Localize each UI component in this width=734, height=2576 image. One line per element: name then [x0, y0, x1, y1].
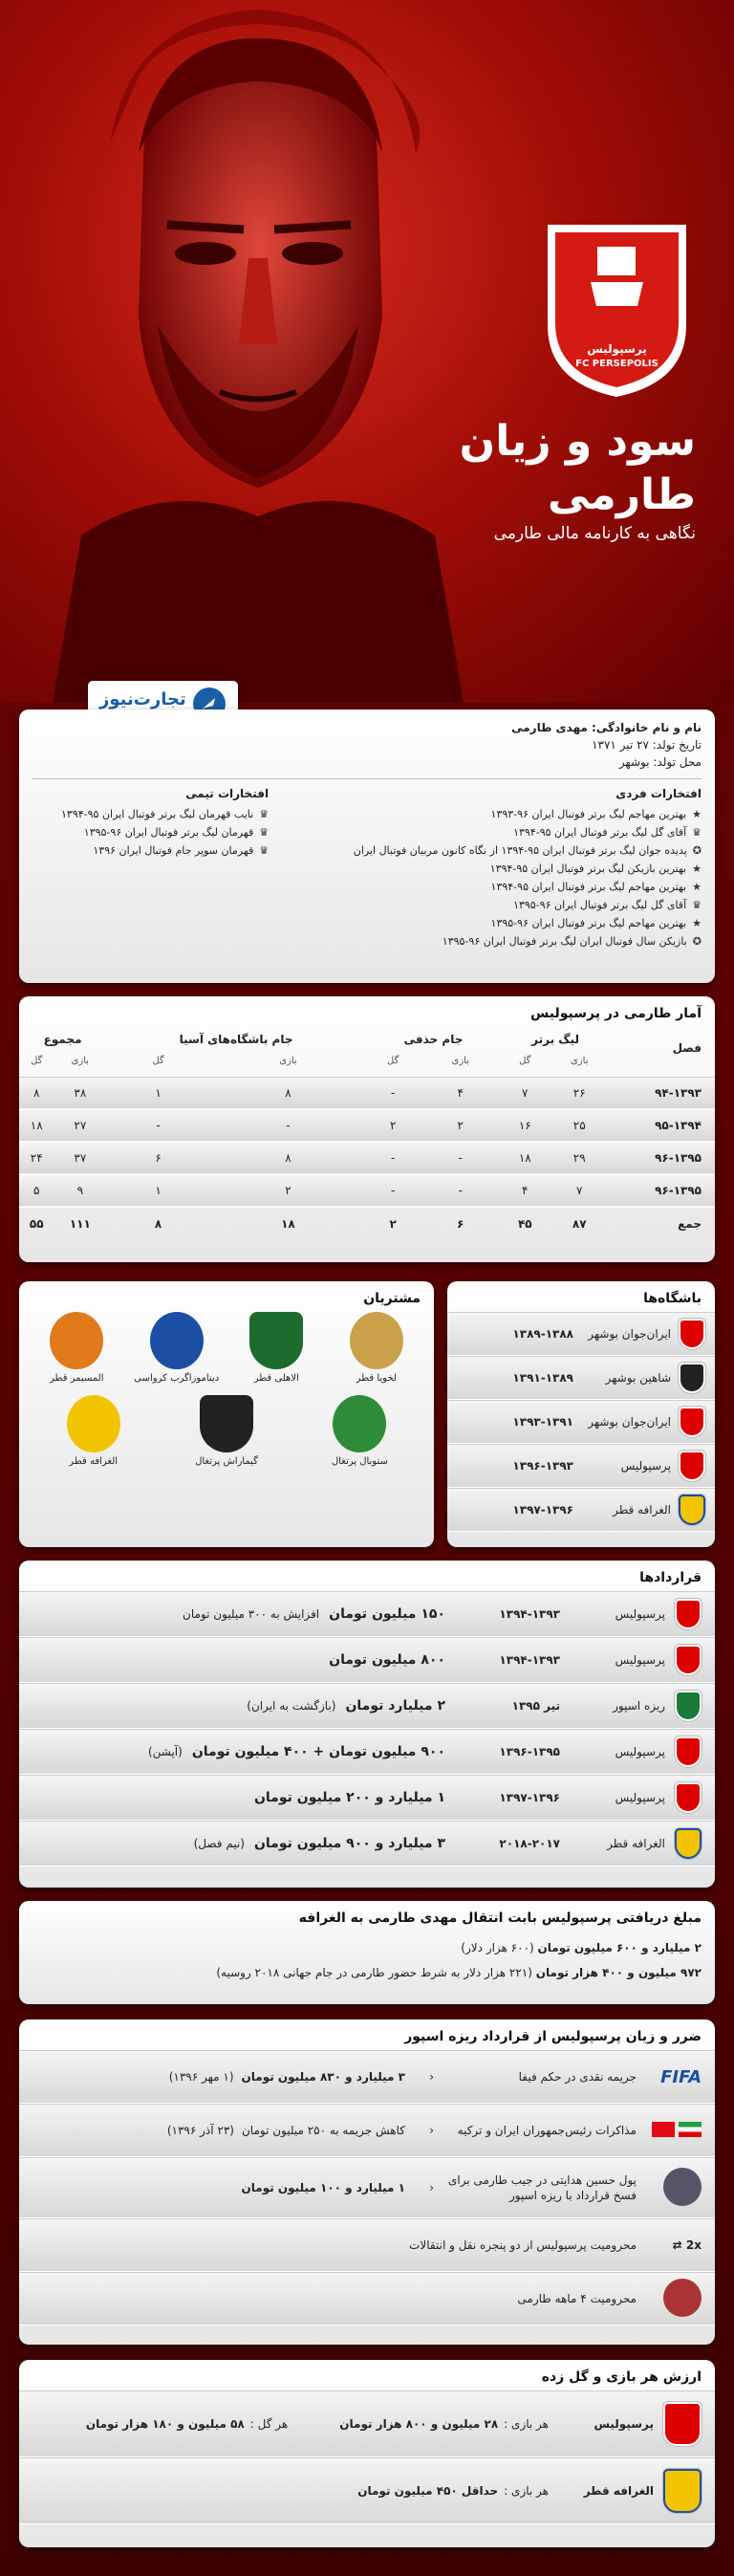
header-asia: جام باشگاه‌های آسیا: [179, 1033, 293, 1046]
chevron-left-icon: ‹: [429, 2181, 434, 2194]
header-cup: جام حذفی: [403, 1033, 464, 1046]
trophy-icon: ♛: [259, 808, 270, 820]
buyers-card: [19, 1281, 434, 1547]
honor-item: ♛قهرمان سوپر جام فوتبال ایران ۱۳۹۶: [93, 844, 270, 857]
header-league: لیگ برتر: [531, 1033, 579, 1046]
honor-item: ♛آقای گل لیگ برتر فوتبال ایران ۹۵-۱۳۹۴: [513, 826, 702, 839]
stats-title: آمار طارمی در پرسپولیس: [530, 1006, 702, 1021]
contract-row: پرسپولیس ۱۳۹۴-۱۳۹۳ ۱۵۰ میلیون تومان افزایش به ۳۰۰ میلیون تومان: [19, 1591, 715, 1637]
chevron-left-icon: ‹: [429, 2124, 434, 2137]
transfer-ban-icon: 2x ⇄: [672, 2238, 702, 2252]
medal-icon: ✪: [692, 844, 702, 857]
buyer-item: دیناموزاگرب کرواسی: [129, 1312, 225, 1384]
stats-row: ۹۴-۱۳۹۳ ۲۶ ۷ ۴ - ۸ ۱ ۳۸ ۸: [19, 1077, 715, 1109]
star-icon: ★: [692, 917, 702, 929]
club-badge-icon: [679, 1495, 705, 1525]
stats-row: ۹۵-۱۳۹۴ ۲۵ ۱۶ ۲ ۲ - - ۲۷ ۱۸: [19, 1109, 715, 1142]
honor-item: ★بهترین مهاجم لیگ برتر فوتبال ایران ۹۶-۱۳۹۳: [490, 808, 702, 820]
honor-item: ★بهترین مهاجم لیگ برتر فوتبال ایران ۹۵-۱۳۹۴: [490, 881, 702, 893]
loss-row: 2x ⇄ محرومیت پرسپولیس از دو پنجره نقل و انتقالات: [19, 2218, 715, 2272]
stats-table: فصل لیگ برتر جام حذفی جام باشگاه‌های آسیا مجموع بازی گل بازی گل بازی گل بازی گل ۹۴-۱۳۹۳ ۲۶ ۷ ۴ - ۸ ۱ ۳۸ ۸ ۹۵-۱۳۹۴ ۲۵ ۱۶ ۲ ۲ - - ۲۷ ۱۸ ۹۶-۱۳۹۵ ۲۹ ۱۸ - - ۸ ۶ ۳۷ ۲۴ ۹۶-۱۳۹۵ ۷ ۴ - - ۲ ۱ ۹ ۵ جمع ۸۷ ۴۵ ۶ ۲ ۱۸ ۸ ۱۱۱ ۵۵: [19, 1027, 715, 1241]
buyer-item: الاهلی قطر: [228, 1312, 324, 1384]
loss-card: [19, 2019, 715, 2345]
hero-title-line2: طارمی: [547, 470, 696, 519]
stats-total-row: جمع ۸۷ ۴۵ ۶ ۲ ۱۸ ۸ ۱۱۱ ۵۵: [29, 1217, 702, 1232]
transfer-line: ۹۷۲ میلیون و ۴۰۰ هزار تومان (۲۲۱ هزار دلار به شرط حضور طارمی در جام جهانی ۲۰۱۸ روسیه): [216, 1966, 702, 1979]
club-logo-icon: [67, 1395, 120, 1452]
club-badge-icon: [679, 1407, 705, 1437]
star-icon: ★: [692, 862, 702, 875]
avatar: [644, 2168, 702, 2209]
bio-card: [19, 709, 715, 983]
value-card: [19, 2360, 715, 2547]
transfer-line: ۲ میلیارد و ۶۰۰ میلیون تومان (۶۰۰ هزار دلار): [461, 1941, 702, 1954]
bio-birth: تاریخ تولد: ۲۷ تیر ۱۳۷۱: [592, 738, 702, 752]
club-badge-icon: [675, 1782, 702, 1813]
loss-row: محرومیت ۴ ماهه طارمی: [19, 2272, 715, 2325]
contracts-title: قراردادها: [639, 1570, 702, 1585]
buyer-item: ستوبال پرتغال: [312, 1395, 407, 1467]
contract-row: الغرافه قطر ۲۰۱۸-۲۰۱۷ ۳ میلیارد و ۹۰۰ میلیون تومان (نیم فصل): [19, 1821, 715, 1867]
value-row: الغرافه قطر هر بازی : حداقل ۴۵۰ میلیون تومان: [19, 2457, 715, 2524]
club-badge-icon: [679, 1363, 705, 1393]
persepolis-logo: [538, 220, 696, 402]
stats-row: ۹۶-۱۳۹۵ ۷ ۴ - - ۲ ۱ ۹ ۵: [19, 1174, 715, 1207]
contracts-card: [19, 1561, 715, 1888]
value-title: ارزش هر بازی و گل زده: [541, 2369, 702, 2385]
club-badge-icon: [679, 1319, 705, 1349]
transfer-title: مبلغ دریافتی پرسپولیس بابت انتقال مهدی طارمی به الغرافه: [298, 1910, 702, 1926]
honor-item: ✪پدیده جوان لیگ برتر فوتبال ایران ۹۵-۱۳۹۴ از نگاه کانون مربیان فوتبال ایران: [353, 844, 702, 857]
club-badge-icon: [675, 1828, 702, 1859]
bio-name: نام و نام خانوادگی: مهدی طارمی: [511, 721, 702, 734]
club-row: پرسپولیس ۱۳۹۶-۱۳۹۳: [447, 1444, 715, 1488]
loss-row: FIFA جریمه نقدی در حکم فیفا ‹ ۳ میلیارد و ۸۳۰ میلیون تومان (۱ مهر ۱۳۹۶): [19, 2050, 715, 2104]
fifa-logo-icon: FIFA: [660, 2066, 702, 2087]
buyer-item: الغرافه قطر: [46, 1395, 141, 1467]
clubs-title: باشگاه‌ها: [643, 1291, 702, 1306]
chevron-left-icon: ‹: [429, 2070, 434, 2084]
club-badge-icon: [675, 1599, 702, 1629]
star-icon: ★: [692, 881, 702, 893]
club-logo-icon: [333, 1395, 386, 1452]
clubs-card: [447, 1281, 715, 1547]
star-icon: ★: [692, 808, 702, 820]
honor-item: ★بهترین مهاجم لیگ برتر فوتبال ایران ۹۶-۱۳۹۵: [490, 917, 702, 929]
buyers-title: مشتریان: [363, 1291, 421, 1306]
value-row: پرسپولیس هر بازی : ۲۸ میلیون و ۸۰۰ هزار تومان هر گل : ۵۸ میلیون و ۱۸۰ هزار تومان: [19, 2390, 715, 2457]
loss-row: مذاکرات رئیس‌جمهوران ایران و ترکیه ‹ کاهش جریمه به ۲۵۰ میلیون تومان (۲۳ آذر ۱۳۹۶): [19, 2104, 715, 2157]
honor-item: ♛قهرمان لیگ برتر فوتبال ایران ۹۶-۱۳۹۵: [83, 826, 270, 839]
team-honors: [61, 785, 269, 950]
trophy-icon: ♛: [259, 826, 270, 839]
club-row: شاهین بوشهر ۱۳۹۱-۱۳۸۹: [447, 1356, 715, 1400]
transfer-card: [19, 1901, 715, 2004]
brand-name: تجارت‌نیوز: [99, 689, 186, 709]
team-title: افتخارات تیمی: [185, 787, 270, 800]
contract-row: پرسپولیس ۱۳۹۴-۱۳۹۳ ۸۰۰ میلیون تومان: [19, 1637, 715, 1683]
honor-item: ★بهترین بازیکن لیگ برتر فوتبال ایران ۹۵-۱۳۹۴: [489, 862, 702, 875]
buyer-item: گیماراش پرتغال: [179, 1395, 274, 1467]
medal-icon: ✪: [692, 935, 702, 948]
trophy-icon: ♛: [692, 899, 702, 911]
flags-icon: [644, 2122, 702, 2140]
persepolis-badge-icon: [663, 2402, 702, 2446]
logo-subtext: FC PERSEPOLIS: [575, 359, 658, 369]
club-badge-icon: [675, 1736, 702, 1767]
club-row: ایران‌جوان بوشهر ۱۳۹۳-۱۳۹۱: [447, 1400, 715, 1444]
club-logo-icon: [249, 1312, 303, 1369]
club-badge-icon: [679, 1451, 705, 1481]
hero-subtitle: نگاهی به کارنامه مالی طارمی: [493, 524, 696, 543]
avatar: [644, 2279, 702, 2320]
header-total: مجموع: [43, 1033, 82, 1046]
hero-banner: [0, 0, 734, 703]
loss-row: پول حسین هدایتی در جیب طارمی برای فسخ قرارداد با ریزه اسپور ‹ ۱ میلیارد و ۱۰۰ میلیون تومان: [19, 2157, 715, 2218]
buyer-item: المسیمر قطر: [29, 1312, 124, 1384]
club-row: الغرافه قطر ۱۳۹۷-۱۳۹۶: [447, 1488, 715, 1532]
player-portrait: [53, 0, 464, 703]
algharafa-badge-icon: [663, 2469, 702, 2513]
trophy-icon: ♛: [692, 826, 702, 839]
honor-item: ♛آقای گل لیگ برتر فوتبال ایران ۹۶-۱۳۹۵: [513, 899, 702, 911]
logo-text: پرسپولیس: [587, 342, 647, 356]
club-badge-icon: [675, 1691, 702, 1721]
stats-card: [19, 996, 715, 1262]
individual-title: افتخارات فردی: [615, 787, 702, 800]
trophy-icon: ♛: [259, 844, 270, 857]
club-badge-icon: [675, 1645, 702, 1675]
loss-title: ضرر و زیان پرسپولیس از قرارداد ریزه اسپور: [404, 2029, 702, 2044]
stats-row: ۹۶-۱۳۹۵ ۲۹ ۱۸ - - ۸ ۶ ۳۷ ۲۴: [19, 1142, 715, 1174]
buyer-item: لخویا قطر: [329, 1312, 424, 1384]
contract-row: پرسپولیس ۱۳۹۷-۱۳۹۶ ۱ میلیارد و ۲۰۰ میلیون تومان: [19, 1775, 715, 1821]
club-logo-icon: [150, 1312, 204, 1369]
contract-row: پرسپولیس ۱۳۹۶-۱۳۹۵ ۹۰۰ میلیون تومان + ۴۰۰ میلیون تومان (آپشن): [19, 1729, 715, 1775]
hero-title-line1: سود و زیان: [459, 417, 696, 466]
club-logo-icon: [200, 1395, 253, 1452]
contract-row: ریزه اسپور تیر ۱۳۹۵ ۲ میلیارد تومان (بازگشت به ایران): [19, 1683, 715, 1729]
club-logo-icon: [50, 1312, 103, 1369]
honor-item: ♛نایب قهرمان لیگ برتر فوتبال ایران ۹۵-۱۳۹۴: [61, 808, 270, 820]
club-logo-icon: [350, 1312, 403, 1369]
header-season: فصل: [672, 1041, 702, 1055]
bio-place: محل تولد: بوشهر: [618, 755, 702, 769]
honor-item: ✪بازیکن سال فوتبال ایران لیگ برتر فوتبال ایران ۹۶-۱۳۹۵: [442, 935, 702, 948]
individual-honors: [354, 785, 702, 950]
club-row: ایران‌جوان بوشهر ۱۳۸۹-۱۳۸۸: [447, 1312, 715, 1356]
